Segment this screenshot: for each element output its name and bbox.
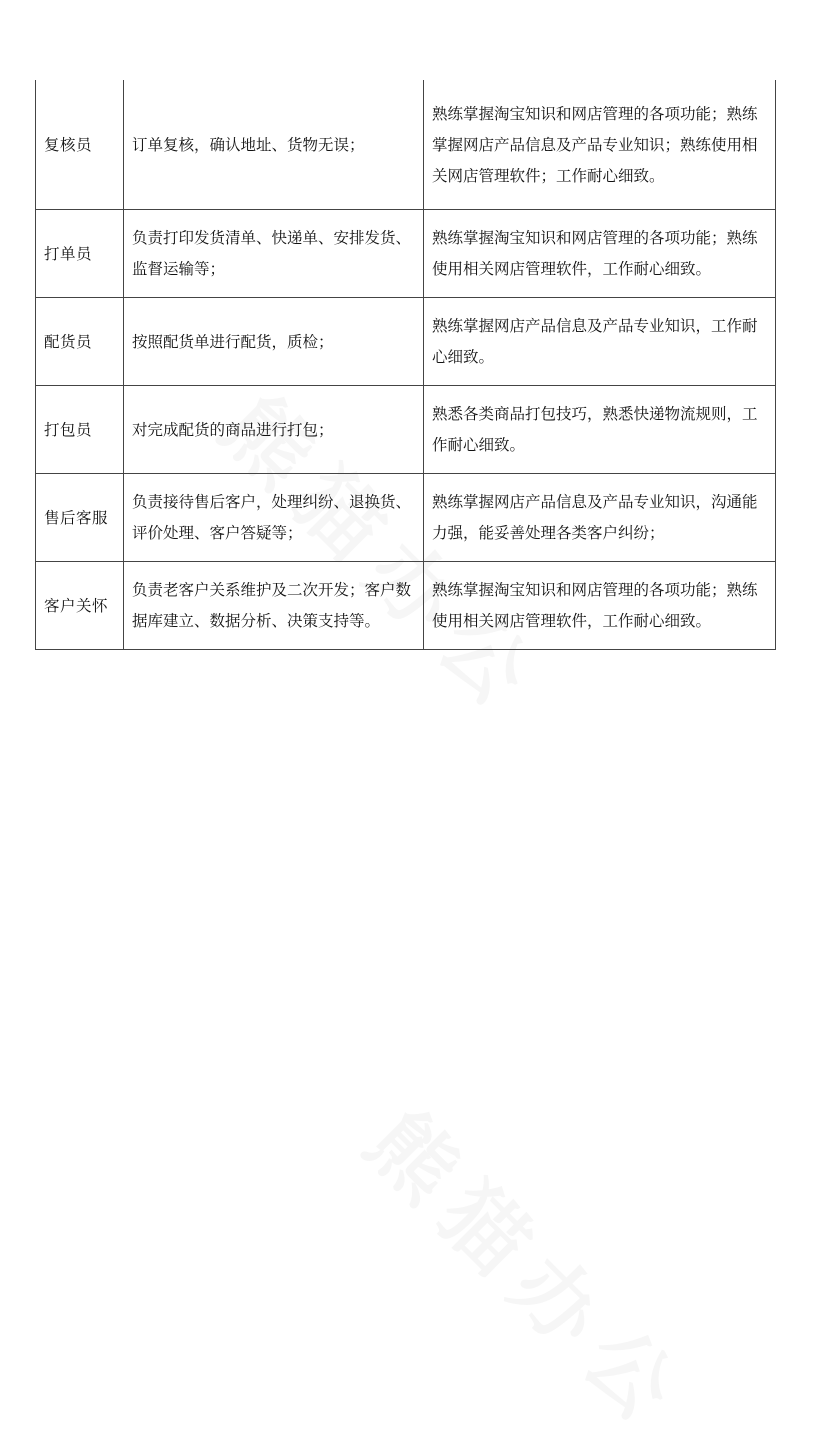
requirement-cell: 熟练掌握网店产品信息及产品专业知识，沟通能力强，能妥善处理各类客户纠纷； [424, 474, 776, 562]
table-row [36, 474, 776, 562]
table-row [36, 298, 776, 386]
role-cell: 打单员 [36, 210, 124, 298]
requirement-cell: 熟练掌握淘宝知识和网店管理的各项功能；熟练使用相关网店管理软件，工作耐心细致。 [424, 210, 776, 298]
job-duty-table [35, 80, 776, 650]
duty-cell: 负责老客户关系维护及二次开发；客户数据库建立、数据分析、决策支持等。 [124, 562, 424, 650]
duty-cell: 负责打印发货清单、快递单、安排发货、监督运输等； [124, 210, 424, 298]
watermark-bottom [344, 1080, 718, 1454]
role-cell: 复核员 [36, 80, 124, 210]
requirement-cell: 熟练掌握网店产品信息及产品专业知识，工作耐心细致。 [424, 298, 776, 386]
requirement-cell: 熟练掌握淘宝知识和网店管理的各项功能；熟练使用相关网店管理软件，工作耐心细致。 [424, 562, 776, 650]
duty-cell: 按照配货单进行配货，质检； [124, 298, 424, 386]
role-cell: 打包员 [36, 386, 124, 474]
requirement-cell: 熟练掌握淘宝知识和网店管理的各项功能；熟练掌握网店产品信息及产品专业知识；熟练使用相关网店管理软件；工作耐心细致。 [424, 80, 776, 210]
table-row [36, 562, 776, 650]
table-row [36, 210, 776, 298]
table-row [36, 80, 776, 210]
table-row [36, 386, 776, 474]
duty-cell: 负责接待售后客户，处理纠纷、退换货、评价处理、客户答疑等； [124, 474, 424, 562]
duty-cell: 对完成配货的商品进行打包； [124, 386, 424, 474]
role-cell: 售后客服 [36, 474, 124, 562]
role-cell: 客户关怀 [36, 562, 124, 650]
duty-cell: 订单复核，确认地址、货物无误； [124, 80, 424, 210]
role-cell: 配货员 [36, 298, 124, 386]
requirement-cell: 熟悉各类商品打包技巧，熟悉快递物流规则，工作耐心细致。 [424, 386, 776, 474]
